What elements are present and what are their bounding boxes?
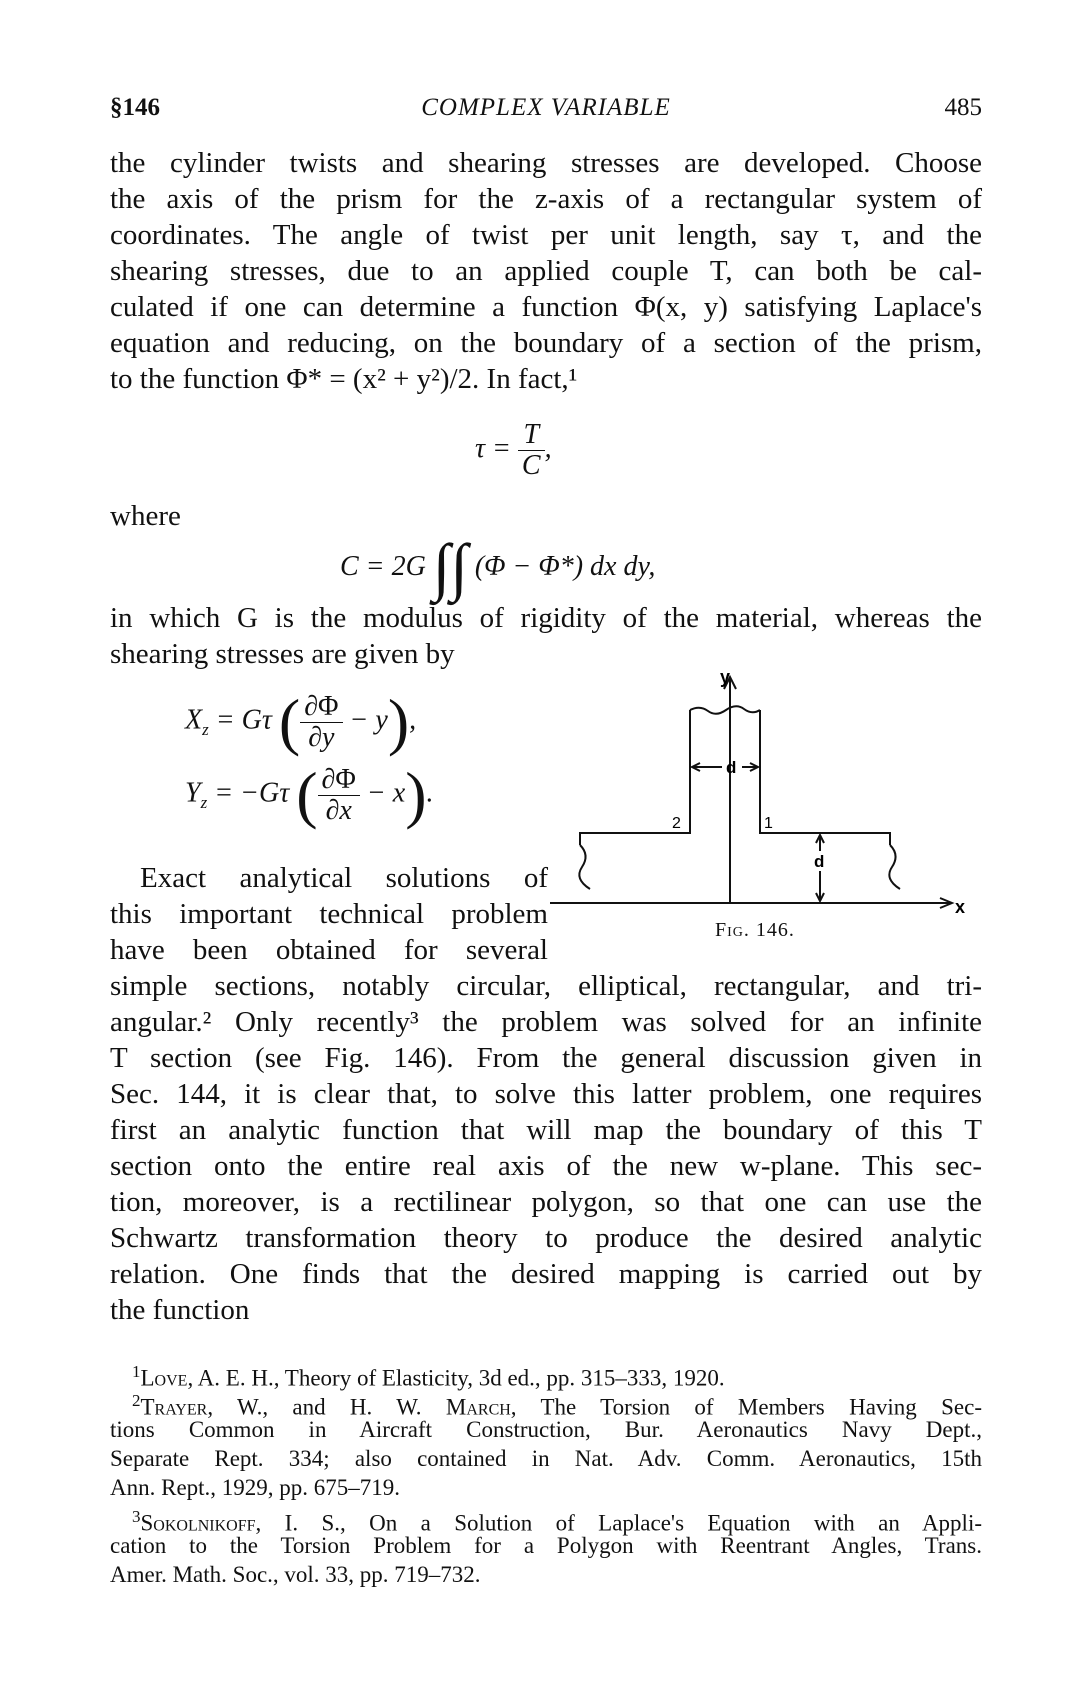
body-line: culated if one can determine a function Φ(x, y) satisfying Laplace's [110,291,982,323]
x-axis-label: x [955,897,966,917]
footnote-author: March [445,1394,511,1420]
body-line: coordinates. The angle of twist per unit length, say τ, and the [110,219,982,251]
left-paren: ( [296,759,318,830]
eq-Y-eq: = −Gτ [214,777,290,809]
eq-tau-num: T [518,420,545,451]
body-line: T section (see Fig. 146). From the general discussion given in [110,1042,982,1074]
where-label: where [110,500,181,532]
section-number: §146 [110,94,160,121]
body-line: tion, moreover, is a rectilinear polygon, so that one can use the [110,1186,982,1218]
body-line: simple sections, notably circular, elliptical, rectangular, and tri- [110,970,982,1002]
body-line: this important technical problem [110,898,548,930]
footnote-text: , W., and H. W. [207,1394,446,1420]
body-line: first an analytic function that will map the boundary of this T [110,1114,982,1146]
right-paren: ) [405,759,427,830]
eq-Y-tail: . [426,777,434,809]
figure-t-section [550,655,990,945]
eq-X-tail: , [409,704,417,736]
body-line: have been obtained for several [110,934,548,966]
eq-tau-den: C [521,450,541,481]
footnote-3-line-2: cation to the Torsion Problem for a Polygon with Reentrant Angles, Trans. [110,1533,982,1558]
body-line: the function [110,1294,250,1326]
eq-Y-num: ∂Φ [318,765,360,796]
eq-C-lhs: C = 2G [340,551,426,582]
equation-Xz [185,686,417,757]
footnote-text: , A. E. H., Theory of Elasticity, 3d ed., pp. 315–333, 1920. [187,1365,725,1391]
equation-C [340,531,656,602]
eq-C-rhs: (Φ − Φ*) dx dy, [474,551,656,582]
footnote-text: , I. S., On a Solution of Laplace's Equation with an Appli- [255,1510,982,1536]
footnote-text: , The Torsion of Members Having Sec- [510,1394,982,1420]
footnote-3-line-3: Amer. Math. Soc., vol. 33, pp. 719–732. [110,1562,481,1587]
body-line: the cylinder twists and shearing stresses are developed. Choose [110,147,982,179]
body-line: in which G is the modulus of rigidity of the material, whereas the [110,602,982,634]
eq-X-fraction [300,692,342,753]
body-line: equation and reducing, on the boundary of a section of the prism, [110,327,982,359]
body-line: angular.² Only recently³ the problem was solved for an infinite [110,1006,982,1038]
body-line: Exact analytical solutions of [140,862,548,894]
equation-tau [475,420,552,481]
footnote-mark: 1 [132,1362,141,1381]
body-line: Schwartz transformation theory to produce the desired analytic [110,1222,982,1254]
boundary-label-1: 1 [764,815,773,832]
body-line: shearing stresses, due to an applied couple T, can both be cal- [110,255,982,287]
footnote-mark: 3 [132,1507,141,1526]
body-line: relation. One finds that the desired mapping is carried out by [110,1258,982,1290]
running-header [110,94,982,134]
footnote-2-line-2: tions Common in Aircraft Construction, Bur. Aeronautics Navy Dept., [110,1417,982,1442]
eq-X-lhs: X [185,704,203,736]
eq-Y-lhs: Y [185,777,201,809]
eq-X-sub: z [202,720,209,740]
footnote-author: Sokolnikoff [140,1510,256,1536]
eq-Y-fraction [318,765,360,826]
eq-X-num: ∂Φ [300,692,342,723]
width-label: d [726,758,737,777]
body-line: section onto the entire real axis of the new w-plane. This sec- [110,1150,982,1182]
running-title: COMPLEX VARIABLE [421,94,671,121]
eq-Y-sub: z [200,793,208,813]
footnote-author: Trayer [140,1394,208,1420]
equation-Yz [185,759,434,830]
left-break-line [579,845,590,889]
footnote-2-line-3: Separate Rept. 334; also contained in Nat. Adv. Comm. Aeronautics, 15th [110,1446,982,1471]
top-break-line [690,706,760,714]
right-paren: ) [387,686,410,757]
eq-Y-den: ∂x [325,794,352,826]
double-integral: ∫∫ [432,531,468,602]
body-line: to the function Φ* = (x² + y²)/2. In fact,¹ [110,363,578,395]
eq-X-minus: − y [349,704,388,736]
eq-tau-tail: , [544,432,552,464]
body-line: the axis of the prism for the z-axis of a rectangular system of [110,183,982,215]
y-axis-label: y [720,667,731,687]
eq-X-den: ∂y [308,721,335,753]
page-number: 485 [944,94,982,121]
eq-X-eq: = Gτ [215,704,272,736]
height-label: d [814,852,825,871]
footnote-author: Love [140,1365,188,1391]
eq-Y-minus: − x [366,777,406,809]
figure-caption: Fig. 146. [715,919,795,941]
left-paren: ( [278,686,301,757]
t-section-right-outline [760,710,890,845]
footnote-mark: 2 [132,1391,141,1410]
footnote-2-line-4: Ann. Rept., 1929, pp. 675–719. [110,1475,401,1500]
eq-tau-lhs: τ = [475,432,511,464]
boundary-label-2: 2 [672,815,681,832]
eq-tau-fraction [518,420,545,481]
body-line: shearing stresses are given by [110,638,455,670]
right-break-line [889,845,900,889]
body-line: Sec. 144, it is clear that, to solve this latter problem, one requires [110,1078,982,1110]
